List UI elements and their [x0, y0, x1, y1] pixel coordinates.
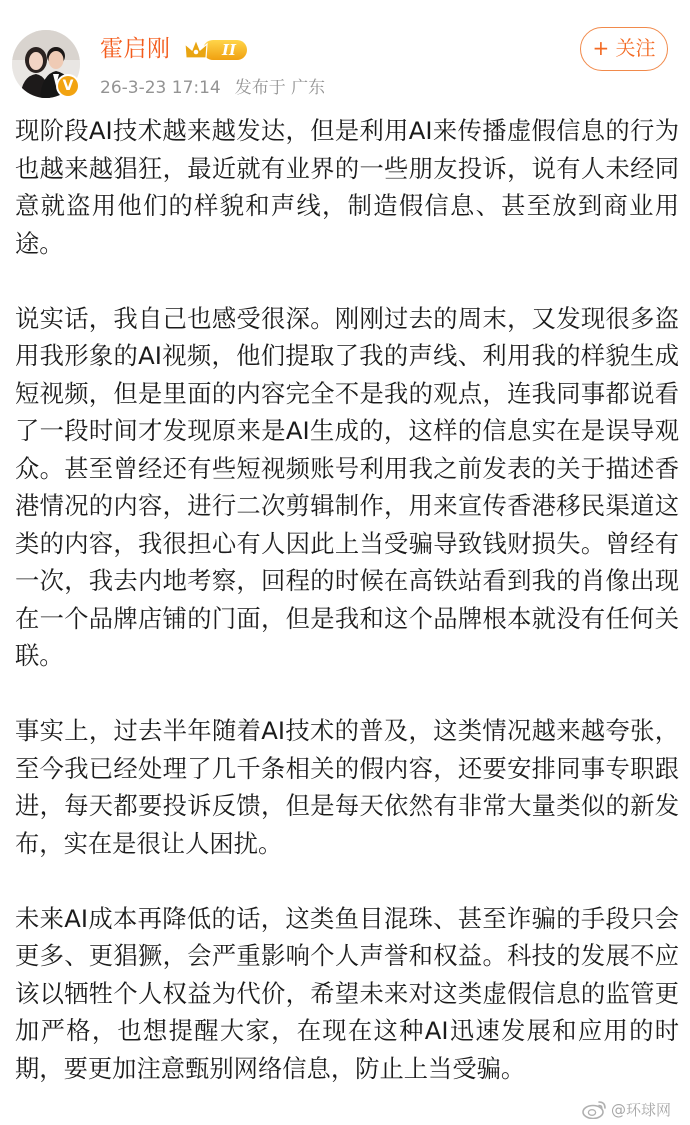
post-meta [100, 76, 325, 100]
post-header [0, 0, 690, 110]
post-location: 发布于 广东 [234, 78, 326, 98]
source-watermark [582, 1096, 671, 1122]
follow-button[interactable]: + 关注 [580, 27, 668, 71]
post-paragraph: 现阶段AI技术越来越发达，但是利用AI来传播虚假信息的行为也越来越猖狂，最近就有业界的一些朋友投诉，说有人未经同意就盗用他们的样貌和声线，制造假信息、甚至放到商业用途。 [15, 116, 679, 258]
verified-v-icon: V [58, 76, 78, 96]
post-body [15, 112, 679, 1125]
post-paragraph: 说实话，我自己也感受很深。刚刚过去的周末，又发现很多盗用我形象的AI视频，他们提取了我的声线、利用我的样貌生成短视频，但是里面的内容完全不是我的观点，连我同事都说看了一段时间才发现原来是AI生成的，这样的信息实在是误导观众。甚至曾经还有些短视频账号利用我之前发表的关于描述香港情况的内容，进行二次剪辑制作，用来宣传香港移民渠道这类的内容，我很担心有人因此上当受骗导致钱财损失。曾经有一次，我去内地考察，回程的时候在高铁站看到我的肖像出现在一个品牌店铺的门面，但是我和这个品牌根本就没有任何关联。 [15, 303, 679, 670]
verified-badge [56, 74, 80, 98]
post-timestamp: 26-3-23 17:14 [100, 78, 221, 98]
author-name[interactable]: 霍启刚 [100, 36, 171, 62]
post-paragraph: 未来AI成本再降低的话，这类鱼目混珠、甚至诈骗的手段只会更多、更猖獗，会严重影响个人声誉和权益。科技的发展不应该以牺牲个人权益为代价，希望未来对这类虚假信息的监管更加严格，也想提醒大家，在现在这种AI迅速发展和应用的时期，要更加注意甄别网络信息，防止上当受骗。 [15, 903, 679, 1083]
post-paragraph: 事实上，过去半年随着AI技术的普及，这类情况越来越夸张，至今我已经处理了几千条相关的假内容，还要安排同事专职跟进，每天都要投诉反馈，但是每天依然有非常大量类似的新发布，实在是很让人困扰。 [15, 716, 679, 858]
watermark-text: @环球网 [611, 1100, 672, 1119]
level-badge-label: II [221, 41, 237, 59]
weibo-logo-icon [582, 1099, 608, 1119]
